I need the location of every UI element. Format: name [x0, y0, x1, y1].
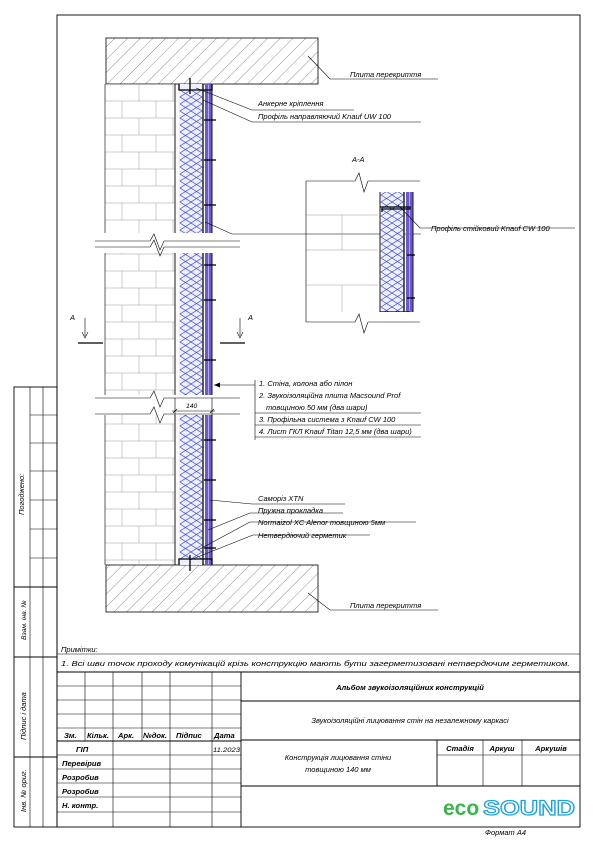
col-zm: Зм. — [64, 731, 77, 740]
section-title: А-А — [352, 155, 365, 164]
dimension-140-text: 140 — [186, 403, 198, 410]
role-checked: Перевірив — [62, 759, 102, 768]
notes-text: 1. Всі шви точок проходу комунікацій крізь конструкцію мають бути загерметизовані нетвердючим герметиком. — [61, 659, 570, 668]
ecosound-logo — [443, 797, 575, 820]
insulation-layer — [179, 84, 202, 565]
agreed-label: Погоджено: — [17, 473, 26, 515]
drawing-name-line1: Конструкція лицювання стіни — [284, 753, 392, 762]
screw-label: Саморіз XTN — [258, 494, 304, 503]
layers-legend — [255, 379, 421, 437]
slab-top-label: Плита перекриття — [350, 70, 422, 79]
slab-bottom-label: Плита перекриття — [350, 601, 422, 610]
stage-label: Стадія — [446, 744, 474, 753]
section-mark-left — [78, 318, 103, 343]
sheets-label: Аркушів — [535, 744, 567, 753]
logo-sound-text: SOUND — [483, 797, 575, 820]
gkl-sheet-1 — [205, 84, 208, 565]
section-label-left: А — [70, 313, 76, 322]
inv-replace-label: Взам. інв. № — [21, 600, 28, 640]
gasket-spec-label: Normaizol XC Alenor товщиною 5мм — [258, 518, 386, 527]
section-aa — [300, 168, 575, 336]
drawing-name-line2: товщиною 140 мм — [305, 765, 371, 774]
format-label: Формат А4 — [485, 828, 527, 837]
logo-eco-text: eco — [443, 797, 480, 820]
bottom-slab — [106, 565, 318, 612]
gasket-label: Пружна прокладка — [258, 506, 324, 515]
break-line-lower — [95, 391, 240, 423]
sealant-label: Нетвердіючий герметик — [258, 531, 347, 540]
brick-wall — [105, 84, 175, 577]
gkl-sheet-2 — [209, 84, 212, 565]
section-mark-right — [220, 318, 245, 343]
layer-1-label: 1. Стіна, колона або пілон — [259, 379, 353, 388]
anchor-label: Анкерне кріплення — [258, 99, 324, 108]
break-line-upper — [95, 233, 240, 256]
sign-date-label: Підпис і дата — [19, 692, 28, 740]
col-data: Дата — [214, 731, 235, 740]
album-title: Альбом звукоізоляційних конструкцій — [336, 683, 484, 692]
notes-title: Примітки: — [61, 645, 98, 654]
uw-profile-label: Профіль направляючий Knauf UW 100 — [258, 112, 391, 121]
role-developed-2: Розробив — [62, 787, 99, 796]
col-kilk: Кільк. — [87, 731, 109, 740]
layer-4-label: 4. Лист ГКЛ Knauf Titan 12,5 мм (два шари) — [259, 427, 412, 436]
subject-title: Звукоізоляційні лицювання стін на незалежному каркасі — [311, 716, 509, 725]
role-norm-control: Н. контр. — [62, 801, 99, 810]
col-pidpys: Підпис — [176, 731, 202, 740]
sheet-label: Аркуш — [489, 744, 515, 753]
col-ark: Арк. — [118, 731, 135, 740]
gip-label: ГІП — [76, 745, 89, 754]
date-value: 11.2023 — [213, 747, 241, 754]
cw-profile-label: Профіль стійковий Knauf CW 100 — [431, 224, 550, 233]
layer-3-label: 3. Профільна система з Knauf CW 100 — [259, 415, 396, 424]
layer-2-label-cont: товщиною 50 мм (два шари) — [266, 403, 368, 412]
role-developed-1: Розробив — [62, 773, 99, 782]
col-ndok: №док. — [143, 731, 167, 740]
inv-orig-label: Інв. № ориг. — [19, 769, 28, 812]
top-slab — [106, 38, 318, 84]
section-label-right: А — [248, 313, 254, 322]
layer-2-label: 2. Звукоізоляційна плита Macsound Prof — [259, 391, 401, 400]
